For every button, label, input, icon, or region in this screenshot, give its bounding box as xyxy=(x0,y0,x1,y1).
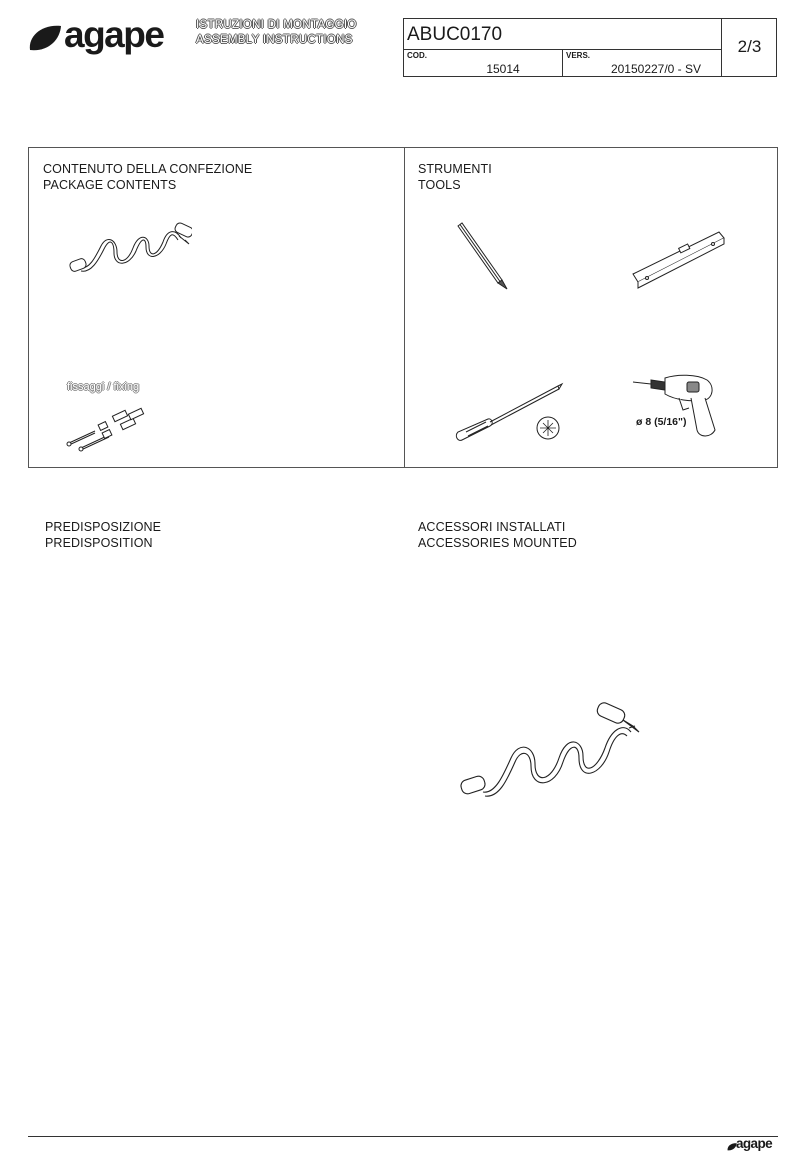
leaf-logo-icon xyxy=(28,22,62,52)
cod-cell xyxy=(404,50,563,77)
drill-size-label: ø 8 (5/16") xyxy=(636,416,687,428)
predisposition-title-english: PREDISPOSITION xyxy=(45,536,153,550)
spirit-level-icon xyxy=(629,226,729,292)
contents-tools-box xyxy=(28,147,778,468)
brand-name: agape xyxy=(64,14,164,55)
cod-label: COD. xyxy=(407,51,427,60)
fixing-label: fissaggi / fixing xyxy=(67,381,140,393)
tools-title-english: TOOLS xyxy=(418,178,461,192)
doc-type-english: ASSEMBLY INSTRUCTIONS xyxy=(196,34,353,46)
vers-value: 20150227/0 - SV xyxy=(610,62,702,76)
document-code-box xyxy=(403,18,777,77)
package-title-italian: CONTENUTO DELLA CONFEZIONE xyxy=(43,162,253,176)
footer-brand-logo xyxy=(727,1136,779,1156)
tools-title-italian: STRUMENTI xyxy=(418,162,492,176)
mounted-wave-hook-icon xyxy=(455,696,645,808)
brand-logo xyxy=(28,14,178,54)
cod-value: 15014 xyxy=(486,62,520,76)
fixings-icon xyxy=(65,403,175,453)
pencil-icon xyxy=(454,220,514,292)
vers-label: VERS. xyxy=(566,51,591,60)
drill-icon xyxy=(631,372,723,442)
phillips-tip-icon xyxy=(534,414,562,442)
box-divider xyxy=(404,148,405,467)
predisposition-title xyxy=(45,519,161,551)
accessories-mounted-title xyxy=(418,519,577,551)
mounted-title-english: ACCESSORIES MOUNTED xyxy=(418,536,577,550)
footer-divider xyxy=(28,1136,778,1137)
vers-cell xyxy=(563,50,722,77)
document-type xyxy=(196,18,357,48)
footer-brand-name: agape xyxy=(736,1136,773,1151)
mounted-title-italian: ACCESSORI INSTALLATI xyxy=(418,520,566,534)
predisposition-title-italian: PREDISPOSIZIONE xyxy=(45,520,162,534)
tools-title xyxy=(418,161,492,193)
package-title-english: PACKAGE CONTENTS xyxy=(43,178,177,192)
page-number: 2/3 xyxy=(737,37,762,56)
doc-type-italian: ISTRUZIONI DI MONTAGGIO xyxy=(196,19,357,31)
package-contents-title xyxy=(43,161,252,193)
wave-hook-icon xyxy=(67,218,192,288)
product-code: ABUC0170 xyxy=(404,19,722,50)
